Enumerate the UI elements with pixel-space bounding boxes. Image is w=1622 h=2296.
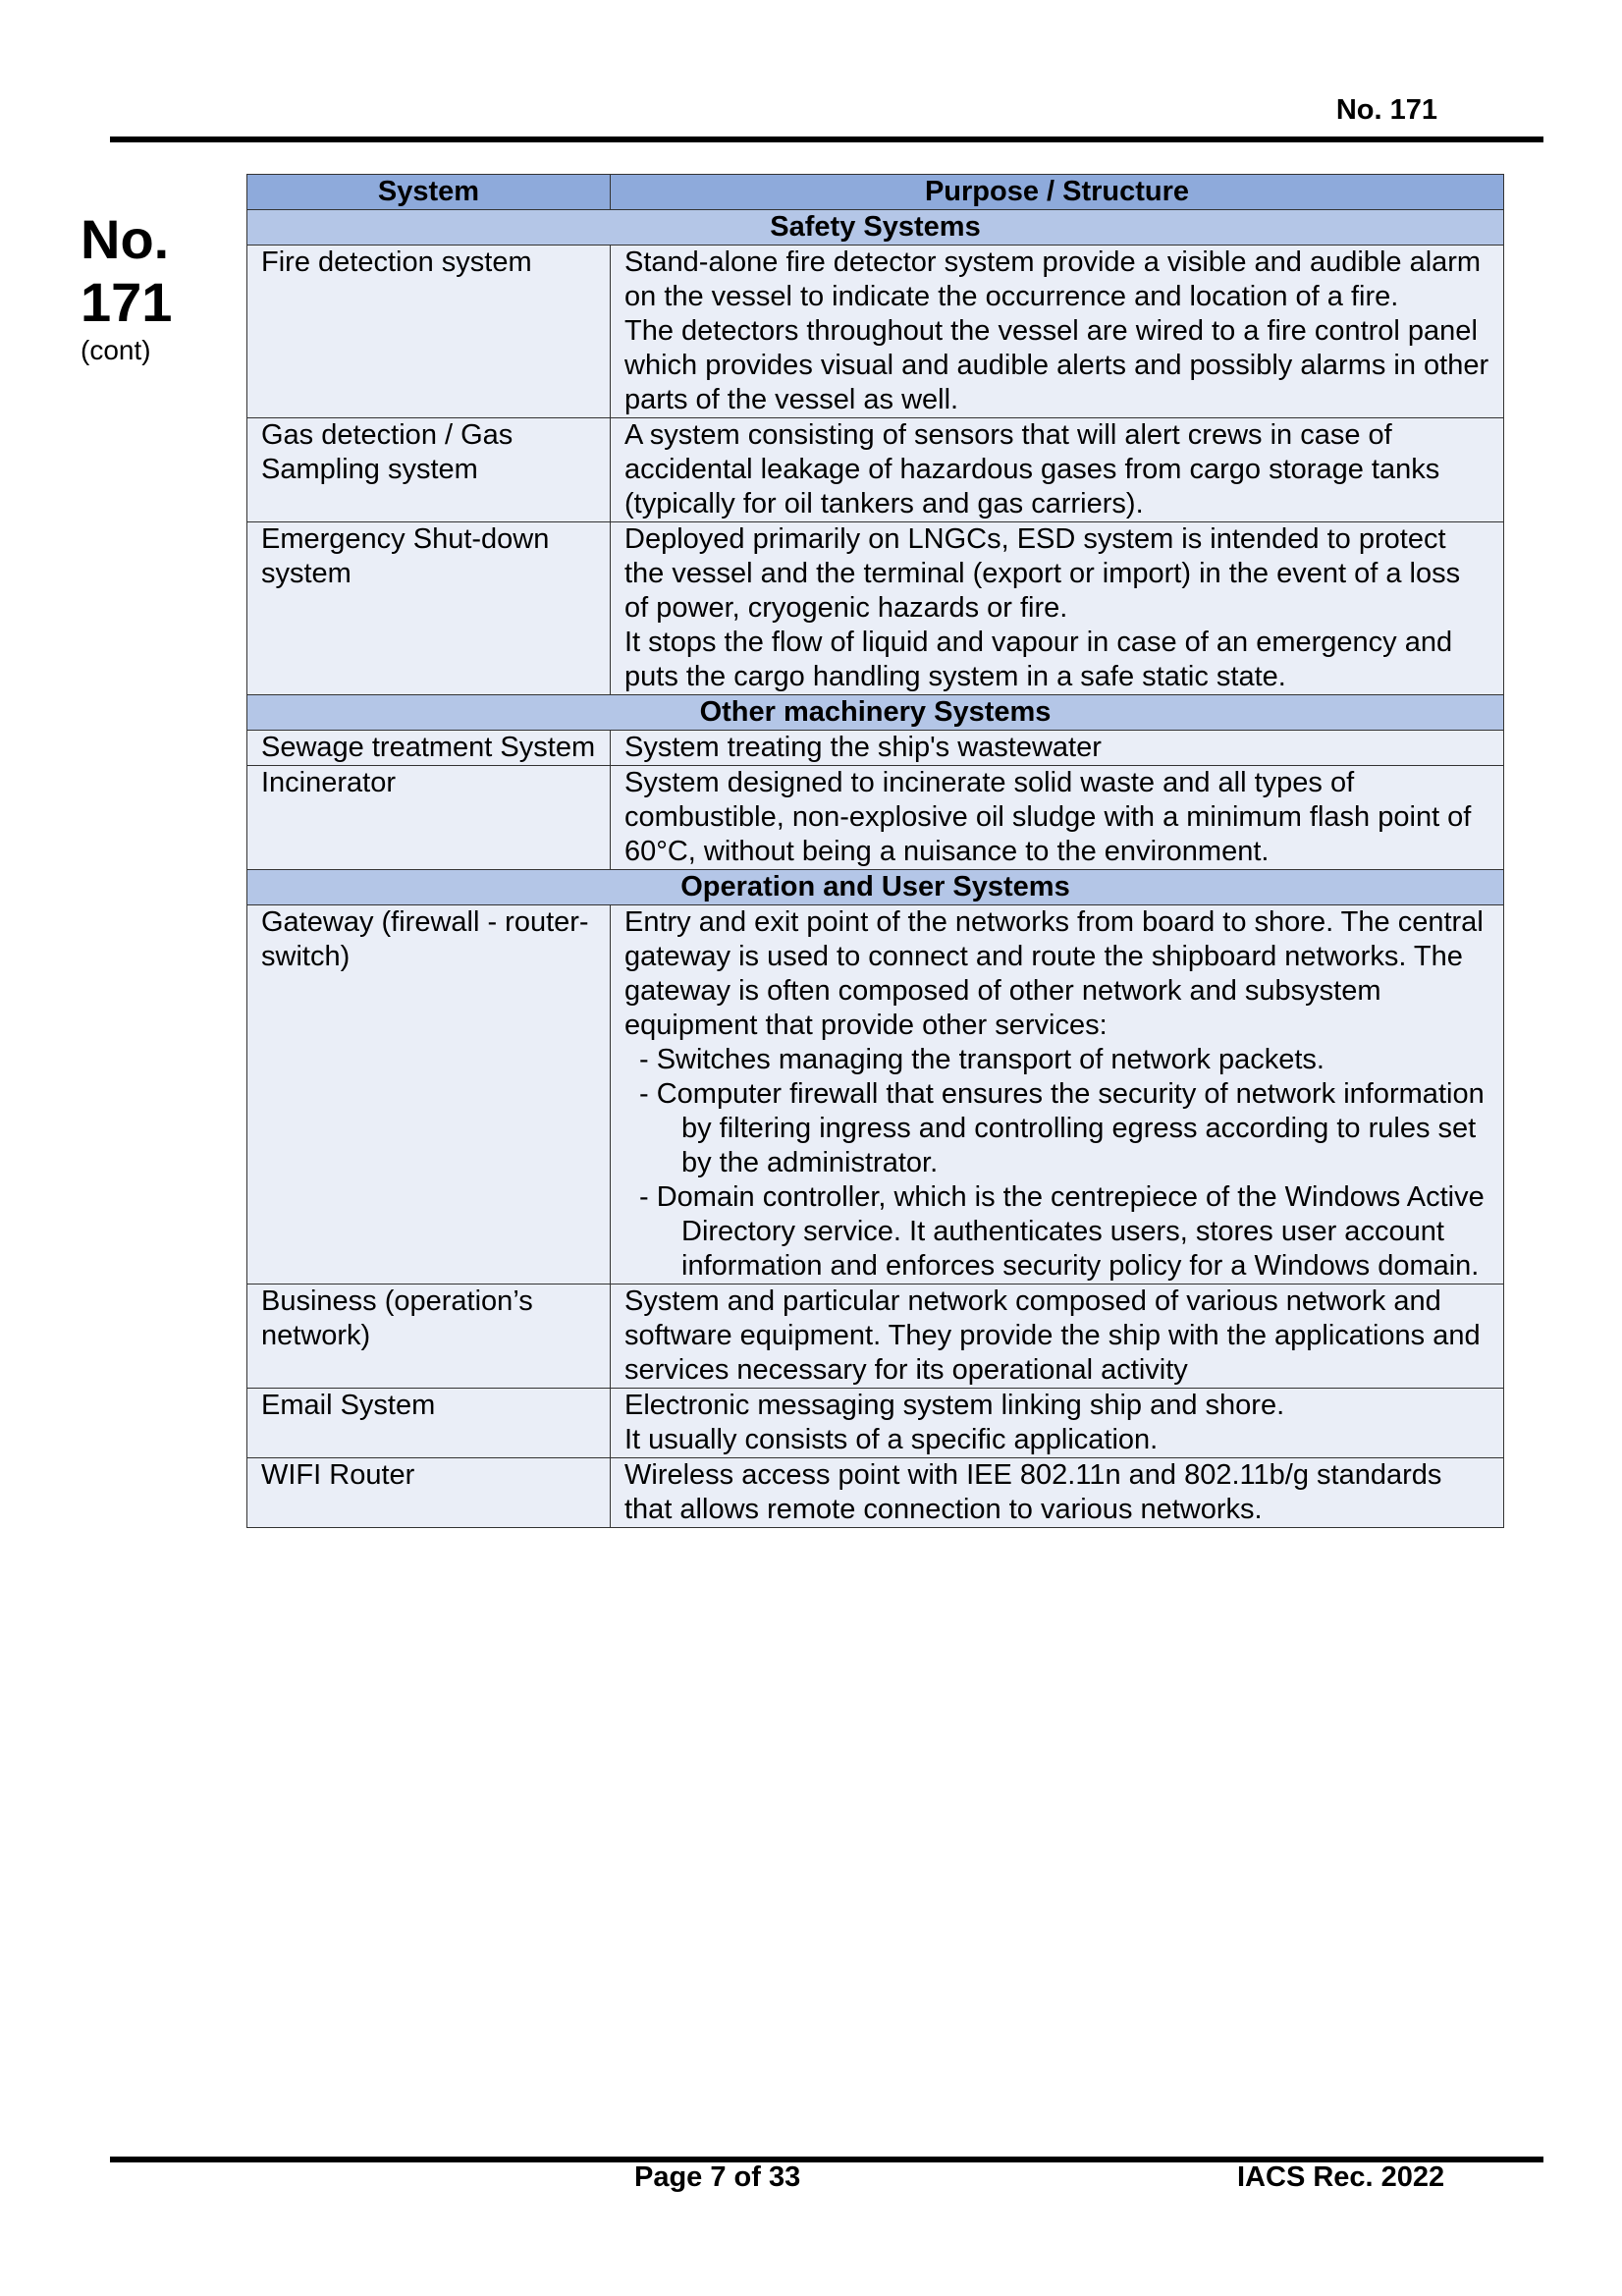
table-body	[247, 210, 1504, 1528]
system-name: Gateway (firewall - router-switch)	[247, 905, 611, 1285]
system-name: Fire detection system	[247, 246, 611, 418]
system-purpose	[611, 418, 1504, 522]
table-header-row	[247, 175, 1504, 210]
systems-table	[246, 174, 1504, 1528]
table-row	[247, 731, 1504, 766]
section-row	[247, 210, 1504, 246]
system-purpose	[611, 246, 1504, 418]
header-rule	[110, 137, 1543, 142]
side-cont: (cont)	[81, 335, 151, 365]
column-header-purpose: Purpose / Structure	[611, 175, 1504, 210]
purpose-paragraph: System designed to incinerate solid waste and all types of combustible, non-explosive oil sludge with a minimum flash point of 60°C, without being a nuisance to the environment.	[624, 767, 1472, 867]
system-purpose	[611, 731, 1504, 766]
purpose-paragraph: A system consisting of sensors that will alert crews in case of accidental leakage of hazardous gases from cargo storage tanks (typically for oil tankers and gas carriers).	[624, 419, 1440, 519]
table-row	[247, 905, 1504, 1285]
purpose-paragraph: The detectors throughout the vessel are wired to a fire control panel which provides visual and audible alerts and possibly alarms in other parts of the vessel as well.	[624, 315, 1489, 415]
purpose-paragraph: System treating the ship's wastewater	[624, 732, 1102, 763]
table-row	[247, 418, 1504, 522]
purpose-paragraph: Stand-alone fire detector system provide a visible and audible alarm on the vessel to indicate the occurrence and location of a fire.	[624, 246, 1482, 312]
system-name: Incinerator	[247, 766, 611, 870]
side-number: 171	[81, 271, 173, 333]
purpose-bullet: - Domain controller, which is the centrepiece of the Windows Active Directory service. It authenticates users, stores user account information and enforces security policy for a Windows domain.	[639, 1181, 1485, 1282]
table-row	[247, 1389, 1504, 1458]
table-row	[247, 522, 1504, 695]
system-name: Email System	[247, 1389, 611, 1458]
system-name: Gas detection / Gas Sampling system	[247, 418, 611, 522]
header-doc-number: No. 171	[1335, 94, 1437, 126]
purpose-paragraph: It usually consists of a specific application.	[624, 1424, 1159, 1455]
system-name: Emergency Shut-down system	[247, 522, 611, 695]
section-row	[247, 870, 1504, 905]
purpose-paragraph: System and particular network composed of various network and software equipment. They provide the ship with the applications and services necessary for its operational activity	[624, 1285, 1481, 1386]
system-purpose	[611, 522, 1504, 695]
section-title: Operation and User Systems	[247, 870, 1504, 905]
table-row	[247, 1285, 1504, 1389]
table-row	[247, 766, 1504, 870]
system-purpose	[611, 905, 1504, 1285]
footer-page-number: Page 7 of 33	[634, 2161, 801, 2193]
purpose-paragraph: Electronic messaging system linking ship and shore.	[624, 1390, 1285, 1421]
column-header-system: System	[247, 175, 611, 210]
system-name: WIFI Router	[247, 1458, 611, 1528]
side-no: No.	[81, 208, 170, 270]
purpose-paragraph: Deployed primarily on LNGCs, ESD system is intended to protect the vessel and the terminal (export or import) in the event of a loss of power, cryogenic hazards or fire.	[624, 523, 1461, 624]
system-purpose	[611, 1458, 1504, 1528]
section-title: Other machinery Systems	[247, 695, 1504, 731]
purpose-paragraph: It stops the flow of liquid and vapour in case of an emergency and puts the cargo handling system in a safe static state.	[624, 627, 1453, 692]
section-row	[247, 695, 1504, 731]
purpose-bullet: - Computer firewall that ensures the security of network information by filtering ingress and controlling egress according to rules set by the administrator.	[639, 1078, 1485, 1178]
system-name: Sewage treatment System	[247, 731, 611, 766]
purpose-bullet: - Switches managing the transport of network packets.	[639, 1044, 1325, 1075]
table-row	[247, 1458, 1504, 1528]
system-purpose	[611, 766, 1504, 870]
table-row	[247, 246, 1504, 418]
section-title: Safety Systems	[247, 210, 1504, 246]
side-label	[81, 208, 198, 367]
system-purpose	[611, 1389, 1504, 1458]
system-name: Business (operation’s network)	[247, 1285, 611, 1389]
system-purpose	[611, 1285, 1504, 1389]
purpose-paragraph: Wireless access point with IEE 802.11n and 802.11b/g standards that allows remote connection to various networks.	[624, 1459, 1442, 1525]
purpose-paragraph: Entry and exit point of the networks from board to shore. The central gateway is used to connect and route the shipboard networks. The gateway is often composed of other network and subsystem equipment that provide other services:	[624, 906, 1484, 1041]
footer-rec: IACS Rec. 2022	[1237, 2161, 1445, 2193]
